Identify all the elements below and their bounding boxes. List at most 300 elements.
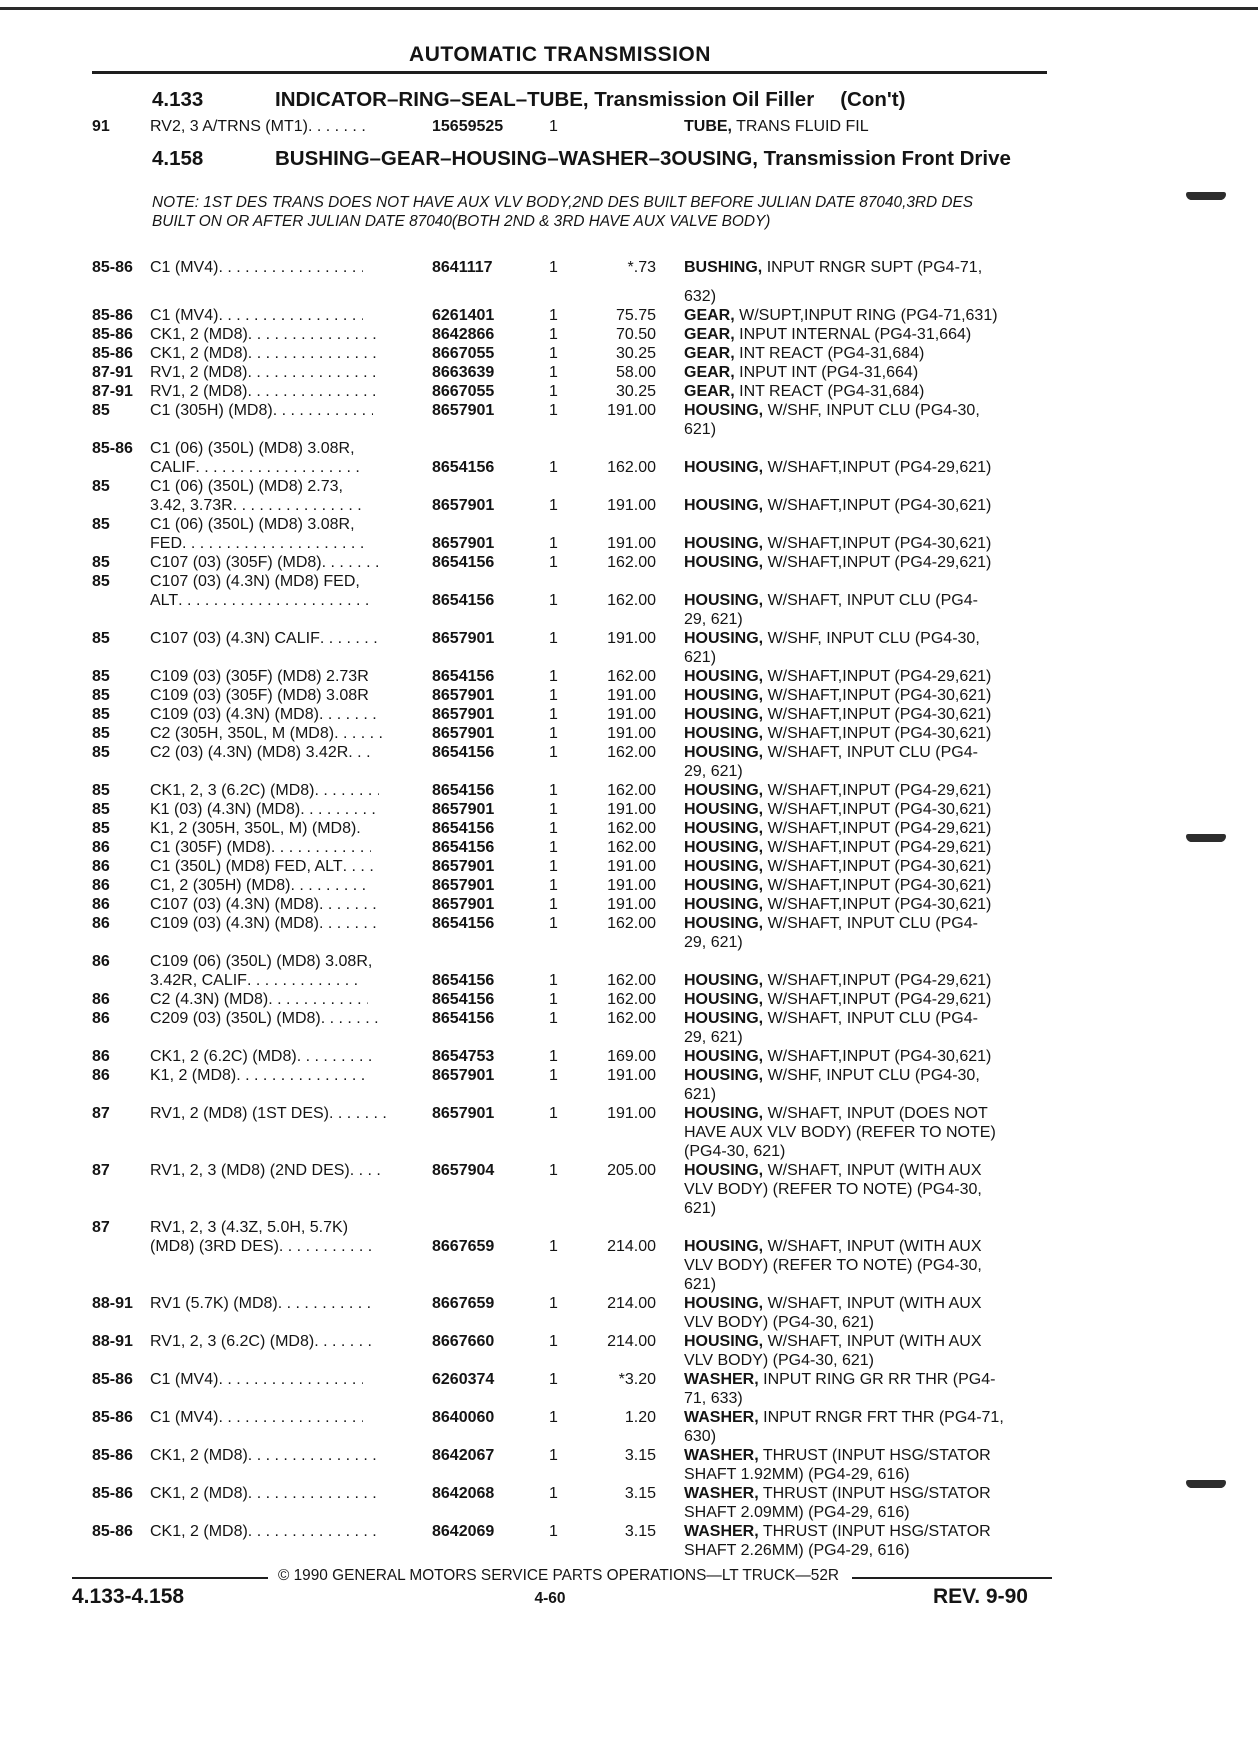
application: CK1, 2 (MD8). . . <box>150 1447 376 1465</box>
table-row <box>92 782 1052 800</box>
footer-section-range: 4.133-4.158 <box>72 1585 185 1608</box>
dot-leader <box>322 554 382 572</box>
binding-hole-mark <box>1186 192 1226 200</box>
description-keyword: HOUSING, <box>684 1162 764 1179</box>
description-keyword: HOUSING, <box>684 497 764 514</box>
footer-page-number: 4-60 <box>534 1590 566 1607</box>
quantity: 1 <box>549 1485 558 1502</box>
application: RV1, 2, 3 (MD8) (2ND DES). . . <box>150 1162 380 1180</box>
part-number: 8654156 <box>432 782 495 799</box>
quantity: 1 <box>549 1162 558 1179</box>
dot-leader <box>334 725 384 743</box>
application: CALIF. . . <box>150 459 360 477</box>
application: K1, 2 (MD8). . . <box>150 1067 371 1085</box>
year: 85-86 <box>92 259 133 276</box>
price: 162.00 <box>607 592 656 609</box>
table-row <box>92 440 1052 458</box>
table-row <box>92 1105 1052 1123</box>
part-number: 8642068 <box>432 1485 495 1502</box>
table-row <box>92 668 1052 686</box>
application: RV1, 2 (MD8). . . <box>150 364 376 382</box>
description-keyword: HOUSING, <box>684 782 764 799</box>
description <box>684 972 991 990</box>
description <box>684 1086 716 1104</box>
application: C109 (03) (4.3N) (MD8). . . <box>150 706 379 724</box>
part-number: 8654156 <box>432 459 495 476</box>
table-row <box>92 1257 1052 1275</box>
dot-leader <box>195 459 360 477</box>
part-number: 15659525 <box>432 118 504 135</box>
description-text: W/SHAFT, INPUT CLU (PG4- <box>767 744 978 761</box>
quantity: 1 <box>549 326 558 343</box>
part-number: 8657901 <box>432 630 495 647</box>
description-text: 621) <box>684 1086 717 1103</box>
quantity: 1 <box>549 1295 558 1312</box>
description <box>684 1257 982 1275</box>
part-number: 8663639 <box>432 364 495 381</box>
quantity: 1 <box>549 706 558 723</box>
description-text: W/SHAFT,INPUT (PG4-29,621) <box>767 459 992 476</box>
application: RV1, 2, 3 (6.2C) (MD8). . . <box>150 1333 374 1351</box>
table-row <box>92 259 1052 277</box>
description-keyword: HOUSING, <box>684 725 764 742</box>
description <box>684 1371 995 1389</box>
description-keyword: HOUSING, <box>684 1295 764 1312</box>
description-text: W/SHAFT,INPUT (PG4-30,621) <box>767 535 992 552</box>
description-text: W/SHAFT,INPUT (PG4-30,621) <box>767 896 992 913</box>
description <box>684 1523 991 1541</box>
part-number: 8667055 <box>432 383 495 400</box>
price: 191.00 <box>607 877 656 894</box>
part-number: 8642866 <box>432 326 495 343</box>
dot-leader <box>290 877 365 895</box>
description-text: 621) <box>684 1200 717 1217</box>
description <box>684 1314 874 1332</box>
application: RV1 (5.7K) (MD8). . . <box>150 1295 373 1313</box>
part-number: 8657901 <box>432 535 495 552</box>
quantity: 1 <box>549 345 558 362</box>
quantity: 1 <box>549 1048 558 1065</box>
description-text: 632) <box>684 288 717 305</box>
description <box>684 345 924 363</box>
quantity: 1 <box>549 1447 558 1464</box>
quantity: 1 <box>549 535 558 552</box>
price: 191.00 <box>607 687 656 704</box>
dot-leader <box>247 972 362 990</box>
design-note: NOTE: 1ST DES TRANS DOES NOT HAVE AUX VLV BODY,2ND DES BUILT BEFORE JULIAN DATE 87040,3RD DES BUILT ON OR AFTER JULIAN DATE 87040(BOTH 2ND & 3RD HAVE AUX VALVE BODY) <box>152 194 974 230</box>
table-row <box>92 801 1052 819</box>
description-keyword: HOUSING, <box>684 801 764 818</box>
description-keyword: HOUSING, <box>684 744 764 761</box>
year: 86 <box>92 1067 110 1084</box>
price: 30.25 <box>615 345 656 362</box>
description <box>684 383 924 401</box>
year: 85-86 <box>92 1371 133 1388</box>
part-number: 8641117 <box>432 259 493 276</box>
part-number: 6261401 <box>432 307 495 324</box>
description-text: TRANS FLUID FIL <box>736 118 869 135</box>
price: 191.00 <box>607 725 656 742</box>
application: C109 (03) (4.3N) (MD8). . . <box>150 915 379 933</box>
description <box>684 554 991 572</box>
quantity: 1 <box>549 1067 558 1084</box>
description-text: INPUT RNGR SUPT (PG4-71, <box>766 259 983 276</box>
part-number: 6260374 <box>432 1371 495 1388</box>
part-number: 8657901 <box>432 725 495 742</box>
quantity: 1 <box>549 744 558 761</box>
year: 88-91 <box>92 1333 133 1350</box>
table-row <box>92 1504 1052 1522</box>
year: 85-86 <box>92 345 133 362</box>
description-keyword: HOUSING, <box>684 687 764 704</box>
description-text: 621) <box>684 649 717 666</box>
quantity: 1 <box>549 554 558 571</box>
table-row <box>92 1428 1052 1446</box>
part-number: 8654156 <box>432 972 495 989</box>
price: 162.00 <box>607 820 656 837</box>
description-keyword: HOUSING, <box>684 402 764 419</box>
description-keyword: HOUSING, <box>684 554 764 571</box>
dot-leader <box>178 592 368 610</box>
description <box>684 782 991 800</box>
price: *3.20 <box>618 1371 656 1388</box>
dot-leader <box>236 1067 371 1085</box>
price: 191.00 <box>607 801 656 818</box>
table-row <box>92 1314 1052 1332</box>
description-keyword: GEAR, <box>684 345 735 362</box>
year: 85 <box>92 706 110 723</box>
description <box>684 1447 991 1465</box>
year: 85 <box>92 725 110 742</box>
year: 86 <box>92 1048 110 1065</box>
dot-leader <box>218 1371 363 1389</box>
price: 162.00 <box>607 459 656 476</box>
description-text: VLV BODY) (REFER TO NOTE) (PG4-30, <box>684 1181 982 1198</box>
part-number: 8642067 <box>432 1447 495 1464</box>
year: 86 <box>92 839 110 856</box>
price: 191.00 <box>607 1067 656 1084</box>
year: 86 <box>92 991 110 1008</box>
quantity: 1 <box>549 1010 558 1027</box>
description <box>684 307 998 325</box>
application: C2 (305H, 350L, M (MD8). . . <box>150 725 384 743</box>
year: 85-86 <box>92 307 133 324</box>
quantity: 1 <box>549 1523 558 1540</box>
year: 85 <box>92 801 110 818</box>
quantity: 1 <box>549 1371 558 1388</box>
application: C1 (MV4). . . <box>150 1409 363 1427</box>
price: 205.00 <box>607 1162 656 1179</box>
table-row <box>92 1143 1052 1161</box>
year: 85 <box>92 402 110 419</box>
part-number: 8654156 <box>432 668 495 685</box>
dot-leader <box>233 497 363 515</box>
table-row <box>92 1010 1052 1028</box>
table-row <box>92 1238 1052 1256</box>
table-row <box>92 1295 1052 1313</box>
description <box>684 1542 910 1560</box>
quantity: 1 <box>549 801 558 818</box>
price: 162.00 <box>607 782 656 799</box>
description <box>684 1029 743 1047</box>
description-text: INPUT INT (PG4-31,664) <box>739 364 919 381</box>
part-number: 8642069 <box>432 1523 495 1540</box>
description-keyword: WASHER, <box>684 1409 759 1426</box>
year: 85-86 <box>92 440 133 457</box>
year: 85-86 <box>92 1485 133 1502</box>
application: C1 (06) (350L) (MD8) 3.08R, <box>150 440 355 457</box>
description <box>684 1238 982 1256</box>
dot-leader <box>182 535 367 553</box>
year: 87-91 <box>92 383 133 400</box>
year: 85 <box>92 573 110 590</box>
description <box>684 934 743 952</box>
price: 30.25 <box>615 383 656 400</box>
dot-leader <box>278 1295 373 1313</box>
application: (MD8) (3RD DES). . . <box>150 1238 374 1256</box>
quantity: 1 <box>549 668 558 685</box>
description-text: W/SHAFT, INPUT (WITH AUX <box>767 1333 982 1350</box>
table-row <box>92 1409 1052 1427</box>
application: RV1, 2 (MD8). . . <box>150 383 376 401</box>
table-row <box>92 535 1052 553</box>
part-number: 8657901 <box>432 801 495 818</box>
year: 86 <box>92 858 110 875</box>
description <box>684 839 991 857</box>
table-row <box>92 934 1052 952</box>
description <box>684 877 991 895</box>
description-keyword: WASHER, <box>684 1523 759 1540</box>
year: 86 <box>92 915 110 932</box>
table-row <box>92 725 1052 743</box>
description <box>684 1333 982 1351</box>
table-row <box>92 421 1052 439</box>
description-keyword: HOUSING, <box>684 858 764 875</box>
quantity: 1 <box>549 118 558 135</box>
table-row <box>92 1333 1052 1351</box>
description <box>684 459 991 477</box>
quantity: 1 <box>549 820 558 837</box>
description-text: INPUT INTERNAL (PG4-31,664) <box>739 326 972 343</box>
description-keyword: HOUSING, <box>684 1238 764 1255</box>
quantity: 1 <box>549 402 558 419</box>
dot-leader <box>268 991 368 1009</box>
part-number: 8657904 <box>432 1162 495 1179</box>
continued-label: (Con't) <box>840 88 906 111</box>
section-title-text: INDICATOR–RING–SEAL–TUBE, Transmission Oil Filler <box>275 88 815 111</box>
description <box>684 402 980 420</box>
table-row <box>92 630 1052 648</box>
description <box>684 364 918 382</box>
description-text: 621) <box>684 1276 717 1293</box>
dot-leader <box>356 820 366 838</box>
application: CK1, 2 (MD8). . . <box>150 326 376 344</box>
part-number: 8657901 <box>432 858 495 875</box>
application: C107 (03) (4.3N) (MD8). . . <box>150 896 379 914</box>
description-text: W/SHAFT,INPUT (PG4-29,621) <box>767 668 992 685</box>
description-keyword: HOUSING, <box>684 915 764 932</box>
application: 3.42, 3.73R. . . <box>150 497 363 515</box>
description-text: INPUT RNGR FRT THR (PG4-71, <box>763 1409 1004 1426</box>
application: K1, 2 (305H, 350L, M) (MD8). . . <box>150 820 366 838</box>
application: CK1, 2 (MD8). . . <box>150 1485 376 1503</box>
application: C109 (03) (305F) (MD8) 2.73R <box>150 668 369 685</box>
quantity: 1 <box>549 1105 558 1122</box>
description-keyword: HOUSING, <box>684 668 764 685</box>
description-keyword: GEAR, <box>684 307 735 324</box>
description-text: W/SHAFT,INPUT (PG4-29,621) <box>767 991 992 1008</box>
section-number: 4.133 <box>152 88 204 111</box>
table-row <box>92 554 1052 572</box>
table-row <box>92 896 1052 914</box>
description-text: SHAFT 2.26MM) (PG4-29, 616) <box>684 1542 910 1559</box>
table-row <box>92 1485 1052 1503</box>
description-text: W/SHAFT,INPUT (PG4-30,621) <box>767 687 992 704</box>
dot-leader <box>320 630 380 648</box>
description-text: W/SUPT,INPUT RING (PG4-71,631) <box>739 307 998 324</box>
description-text: W/SHAFT, INPUT CLU (PG4- <box>767 592 978 609</box>
part-number: 8667055 <box>432 345 495 362</box>
description-keyword: GEAR, <box>684 383 735 400</box>
description-text: 71, 633) <box>684 1390 743 1407</box>
description-keyword: HOUSING, <box>684 991 764 1008</box>
dot-leader <box>248 326 376 344</box>
year: 87 <box>92 1105 110 1122</box>
dot-leader <box>343 858 378 876</box>
part-number: 8640060 <box>432 1409 495 1426</box>
description-keyword: GEAR, <box>684 326 735 343</box>
quantity: 1 <box>549 858 558 875</box>
table-row <box>92 345 1052 363</box>
price: 3.15 <box>624 1447 656 1464</box>
table-row <box>92 1181 1052 1199</box>
price: 1.20 <box>624 1409 656 1426</box>
footer-revision: REV. 9-90 <box>933 1585 1028 1608</box>
description-text: W/SHAFT,INPUT (PG4-30,621) <box>767 725 992 742</box>
price: 70.50 <box>615 326 656 343</box>
year: 88-91 <box>92 1295 133 1312</box>
price: 3.15 <box>624 1485 656 1502</box>
quantity: 1 <box>549 459 558 476</box>
dot-leader <box>314 782 379 800</box>
year: 85-86 <box>92 1409 133 1426</box>
description-text: 29, 621) <box>684 934 743 951</box>
application: C1 (06) (350L) (MD8) 3.08R, <box>150 516 355 533</box>
description-keyword: HOUSING, <box>684 839 764 856</box>
description-text: (PG4-30, 621) <box>684 1143 786 1160</box>
description <box>684 288 716 306</box>
description <box>684 649 716 667</box>
table-row <box>92 383 1052 401</box>
description-keyword: HOUSING, <box>684 820 764 837</box>
application: RV1, 2 (MD8) (1ST DES). . . <box>150 1105 389 1123</box>
table-row <box>92 497 1052 515</box>
table-row <box>92 1200 1052 1218</box>
description <box>684 1504 910 1522</box>
description-keyword: HOUSING, <box>684 1105 764 1122</box>
application: C1 (MV4). . . <box>150 307 363 325</box>
application: C107 (03) (4.3N) (MD8) FED, <box>150 573 360 590</box>
year: 91 <box>92 118 110 135</box>
dot-leader <box>248 345 376 363</box>
description <box>684 1276 716 1294</box>
year: 86 <box>92 877 110 894</box>
price: 162.00 <box>607 972 656 989</box>
description <box>684 1067 980 1085</box>
year: 85 <box>92 478 110 495</box>
description-keyword: HOUSING, <box>684 896 764 913</box>
table-row <box>92 1162 1052 1180</box>
table-row <box>92 1219 1052 1237</box>
description-text: THRUST (INPUT HSG/STATOR <box>762 1485 991 1502</box>
section-title <box>275 89 1055 110</box>
table-row <box>92 516 1052 534</box>
description-keyword: HOUSING, <box>684 459 764 476</box>
description <box>684 592 978 610</box>
table-row <box>92 592 1052 610</box>
year: 87-91 <box>92 364 133 381</box>
quantity: 1 <box>549 1333 558 1350</box>
description-text: W/SHAFT, INPUT (WITH AUX <box>767 1162 982 1179</box>
dot-leader <box>319 706 379 724</box>
part-number: 8654156 <box>432 839 495 856</box>
table-row <box>92 1067 1052 1085</box>
dot-leader <box>248 364 376 382</box>
dot-leader <box>279 1238 374 1256</box>
part-number: 8654156 <box>432 1010 495 1027</box>
dot-leader <box>218 307 363 325</box>
price: 214.00 <box>607 1295 656 1312</box>
binding-hole-mark <box>1186 834 1226 842</box>
description <box>684 763 743 781</box>
footer-copyright: © 1990 GENERAL MOTORS SERVICE PARTS OPERATIONS—LT TRUCK—52R <box>278 1567 839 1584</box>
description-text: W/SHAFT,INPUT (PG4-30,621) <box>767 1048 992 1065</box>
table-row <box>92 573 1052 591</box>
table-row <box>92 364 1052 382</box>
description <box>684 668 991 686</box>
price: 162.00 <box>607 1010 656 1027</box>
table-row <box>92 1371 1052 1389</box>
table-row <box>92 1523 1052 1541</box>
dot-leader <box>308 118 368 136</box>
description-text: 29, 621) <box>684 611 743 628</box>
dot-leader <box>319 896 379 914</box>
table-row <box>92 1124 1052 1142</box>
price: 191.00 <box>607 497 656 514</box>
year: 85 <box>92 668 110 685</box>
description <box>684 1200 716 1218</box>
description-text: VLV BODY) (PG4-30, 621) <box>684 1352 874 1369</box>
part-number: 8667659 <box>432 1295 495 1312</box>
table-row <box>92 991 1052 1009</box>
description-text: INPUT RING GR RR THR (PG4- <box>763 1371 996 1388</box>
quantity: 1 <box>549 259 558 276</box>
dot-leader <box>218 1409 363 1427</box>
description <box>684 1485 991 1503</box>
description-keyword: HOUSING, <box>684 1010 764 1027</box>
description <box>684 630 980 648</box>
table-row <box>92 288 1052 306</box>
table-row <box>92 877 1052 895</box>
dot-leader <box>248 383 376 401</box>
dot-leader <box>300 801 380 819</box>
description-text: W/SHAFT,INPUT (PG4-29,621) <box>767 782 992 799</box>
description <box>684 744 978 762</box>
part-number: 8657901 <box>432 402 495 419</box>
description-text: W/SHAFT,INPUT (PG4-29,621) <box>767 554 992 571</box>
table-row <box>92 839 1052 857</box>
price: 214.00 <box>607 1238 656 1255</box>
